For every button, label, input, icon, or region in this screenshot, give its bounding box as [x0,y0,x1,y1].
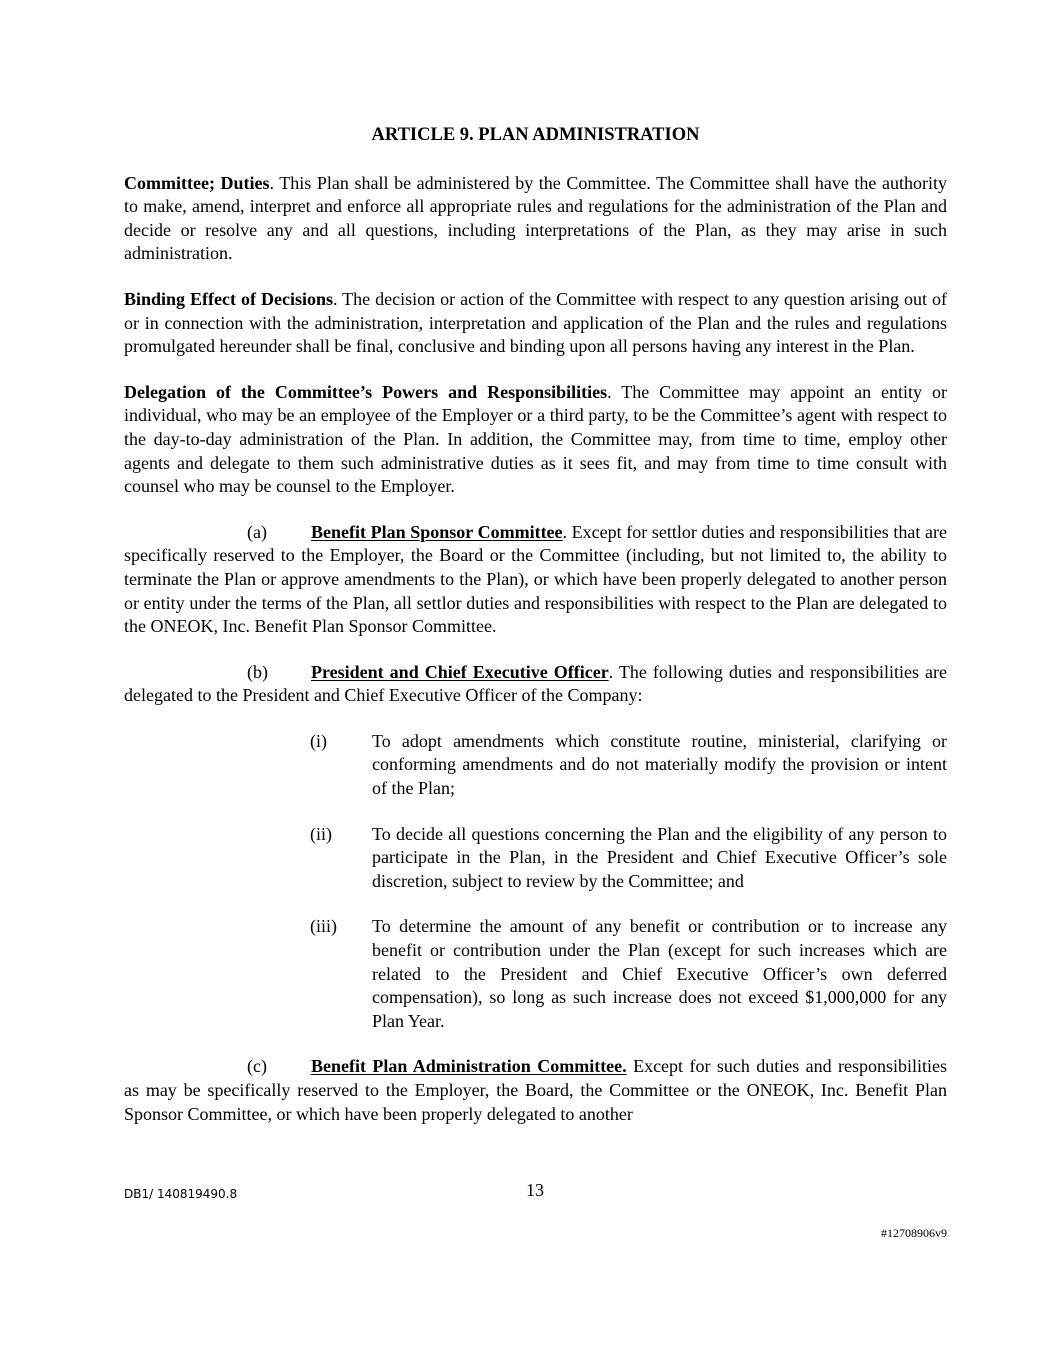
item-number-i: (i) [310,730,327,751]
list-item-iii [124,915,947,1033]
paragraph-b [124,661,947,708]
paragraph-a [124,521,947,639]
list-item-i [124,730,947,801]
label-c: (c) [247,1056,267,1077]
paragraph-delegation [124,381,947,499]
paragraph-committee-duties [124,172,947,266]
paragraph-binding-effect [124,288,947,359]
heading-a: Benefit Plan Sponsor Committee [311,521,563,542]
heading-committee-duties: Committee; Duties [124,172,270,193]
document-body [124,124,947,1148]
paragraph-c [124,1055,947,1126]
item-text-ii: To decide all questions concerning the Plan and the eligibility of any person to participate in the Plan, in the President and Chief Executive Officer’s sole discretion, subject to review by the Committee; and [372,823,947,891]
text-binding-effect: . The decision or action of the Committee with respect to any question arising out of or in connection with the administration, interpretation and application of the Plan and the rules and regulations promulgated hereunder shall be final, conclusive and binding upon all persons having any interest in the Plan. [124,288,947,357]
text-delegation: . The Committee may appoint an entity or individual, who may be an employee of the Employer or a third party, to be the Committee’s agent with respect to the day-to-day administration of the Plan. In addition, the Committee may, from time to time, employ other agents and delegate to them such administrative duties as it sees fit, and may from time to time consult with counsel who may be counsel to the Employer. [124,381,948,497]
text-a: . Except for settlor duties and responsibilities that are specifically reserved to the Employer, the Board or the Committee (including, but not limited to, the ability to terminate the Plan or approve amendments to the Plan), or which have been properly delegated to another person or entity under the terms of the Plan, all settlor duties and responsibilities with respect to the Plan are delegated to the ONEOK, Inc. Benefit Plan Sponsor Committee. [124,521,947,637]
footer-version: #12708906v9 [881,1226,947,1240]
heading-binding-effect: Binding Effect of Decisions [124,288,333,309]
text-b: . The following duties and responsibilities are delegated to the President and Chief Executive Officer of the Company: [124,661,947,706]
heading-delegation: Delegation of the Committee’s Powers and Responsibilities [124,381,608,402]
label-b: (b) [247,661,268,682]
footer-doc-id: DB1/ 140819490.8 [124,1187,238,1201]
text-c: Except for such duties and responsibilities as may be specifically reserved to the Employer, the Board, the Committee or the ONEOK, Inc. Benefit Plan Sponsor Committee, or which have been properly delegated to another [124,1056,948,1124]
heading-c: Benefit Plan Administration Committee. [311,1056,627,1077]
item-text-iii: To determine the amount of any benefit or contribution or to increase any benefit or contribution under the Plan (except for such increases which are related to the President and Chief Executive Officer’s own deferred compensation), so long as such increase does not exceed $1,000,000 for any Plan Year. [372,916,947,1031]
text-committee-duties: . This Plan shall be administered by the Committee. The Committee shall have the authority to make, amend, interpret and enforce all appropriate rules and regulations for the administration of the Plan and decide or resolve any and all questions, including interpretations of the Plan, as they may arise in such administration. [124,172,947,264]
item-number-ii: (ii) [310,823,332,844]
list-item-ii [124,823,947,894]
label-a: (a) [247,521,267,542]
page-number: 13 [526,1180,544,1200]
item-text-i: To adopt amendments which constitute routine, ministerial, clarifying or conforming amendments and do not materially modify the provision or intent of the Plan; [372,730,947,799]
article-title: ARTICLE 9. PLAN ADMINISTRATION [371,125,700,145]
heading-b: President and Chief Executive Officer [311,661,609,682]
item-number-iii: (iii) [310,916,337,937]
